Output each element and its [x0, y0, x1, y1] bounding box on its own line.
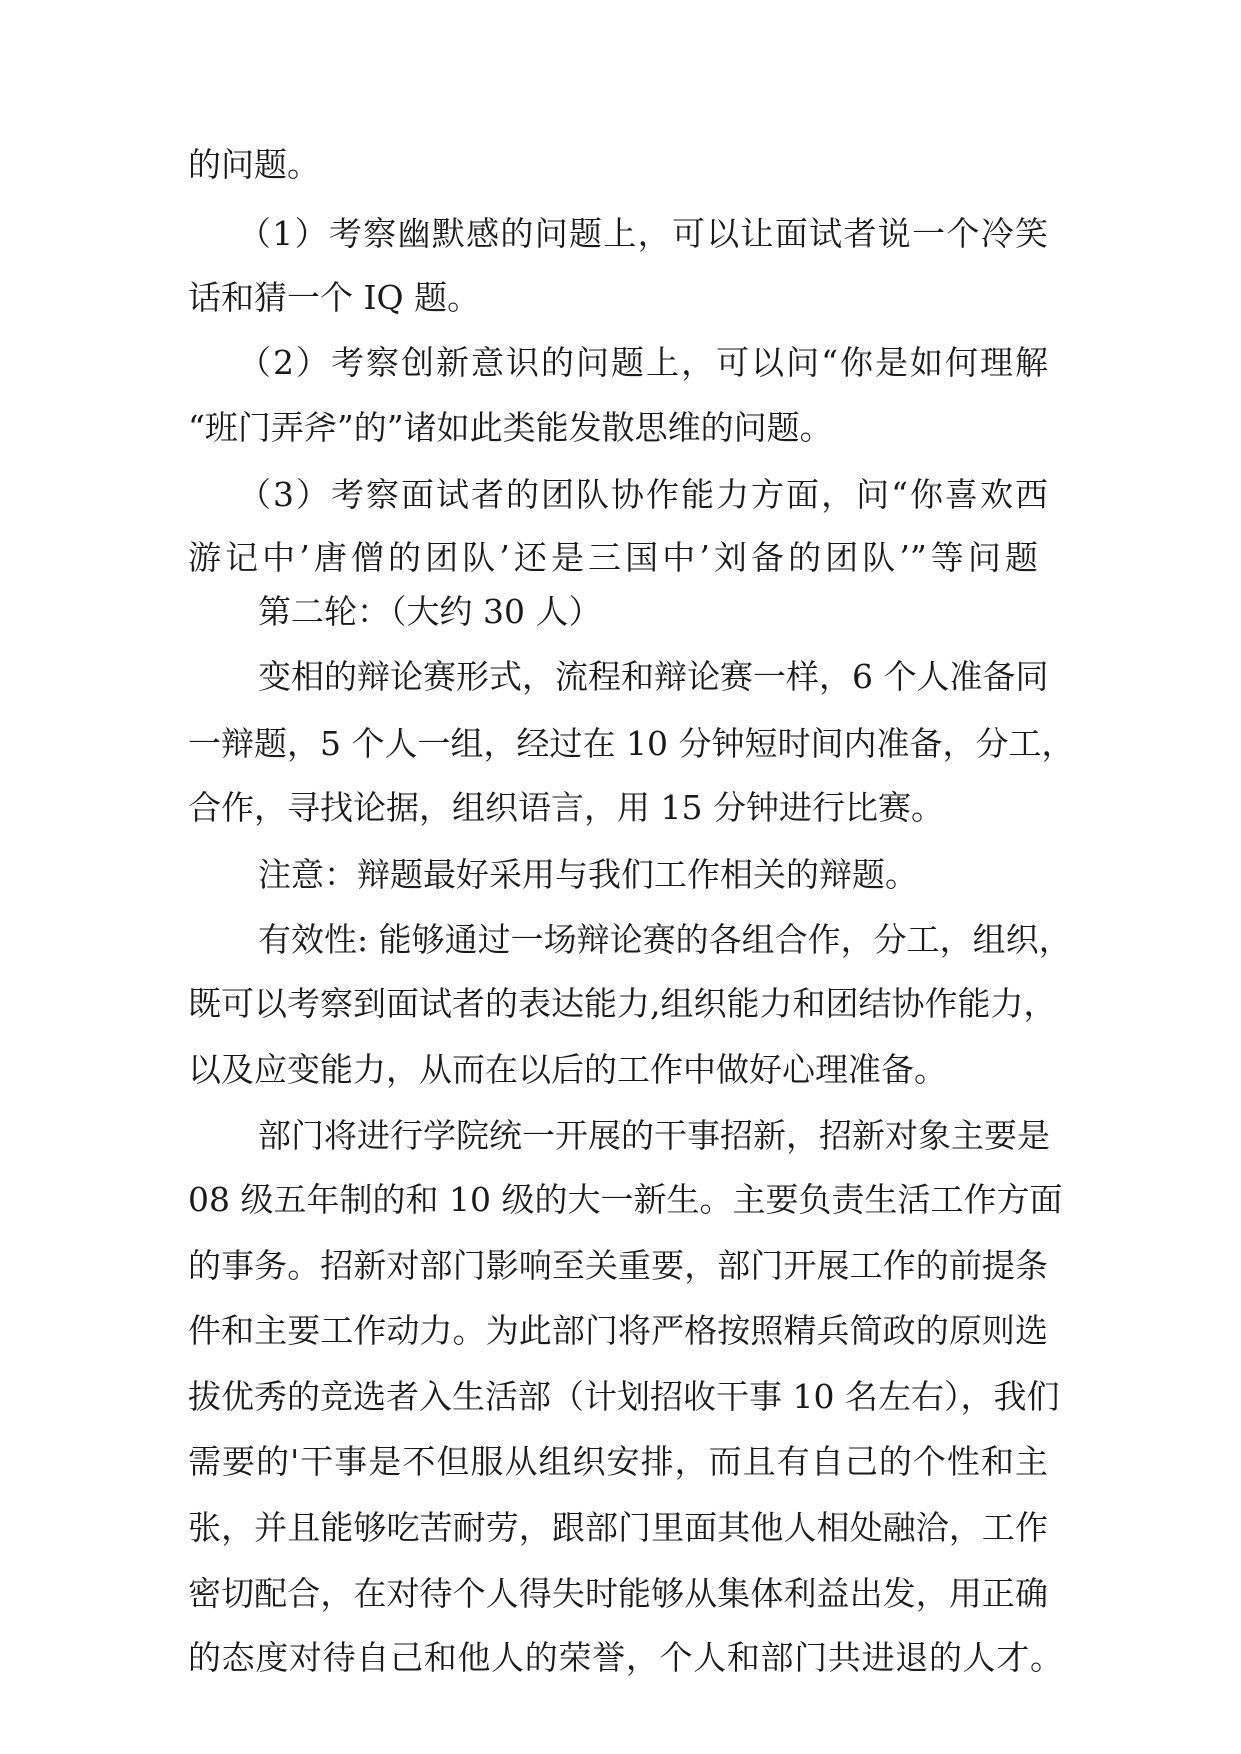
text-line: 合作，寻找论据，组织语言，用 15 分钟进行比赛。: [188, 788, 944, 827]
text-line: 话和猜一个 IQ 题。: [188, 278, 481, 317]
text-line: 部门将进行学院统一开展的干事招新，招新对象主要是: [258, 1116, 1050, 1155]
text-line: 的问题。: [188, 145, 320, 184]
text-line: 张，并且能够吃苦耐劳，跟部门里面其他人相处融洽，工作: [188, 1508, 1048, 1547]
text-line: 的事务。招新对部门影响至关重要，部门开展工作的前提条: [188, 1246, 1048, 1285]
text-line: 有效性: 能够通过一场辩论赛的各组合作，分工，组织，: [258, 920, 1072, 959]
text-line: 拔优秀的竞选者入生活部（计划招收干事 10 名左右），我们: [188, 1377, 1060, 1416]
text-line: 注意：辩题最好采用与我们工作相关的辩题。: [258, 855, 918, 894]
text-line: 第二轮：（大约 30 人）: [258, 592, 602, 631]
text-line: 需要的'干事是不但服从组织安排，而且有自己的个性和主: [188, 1442, 1048, 1481]
text-line: 以及应变能力，从而在以后的工作中做好心理准备。: [188, 1050, 947, 1089]
text-line: 密切配合，在对待个人得失时能够从集体利益出发，用正确: [188, 1574, 1048, 1613]
text-line: （2）考察创新意识的问题上，可以问“你是如何理解: [238, 343, 1048, 382]
text-line: 游记中’唐僧的团队’还是三国中’刘备的团队’”等问题: [188, 538, 1038, 577]
text-line: 的态度对待自己和他人的荣誉，个人和部门共进退的人才。: [188, 1638, 1063, 1677]
text-line: （1）考察幽默感的问题上，可以让面试者说一个冷笑: [238, 214, 1048, 253]
text-line: 08 级五年制的和 10 级的大一新生。主要负责生活工作方面: [188, 1180, 1063, 1219]
text-line: （3）考察面试者的团队协作能力方面，问“你喜欢西: [238, 475, 1048, 514]
text-line: 变相的辩论赛形式，流程和辩论赛一样，6 个人准备同: [258, 657, 1049, 696]
text-line: 一辩题，5 个人一组，经过在 10 分钟短时间内准备，分工，: [188, 724, 1075, 763]
text-line: 件和主要工作动力。为此部门将严格按照精兵简政的原则选: [188, 1311, 1048, 1350]
text-line: “班门弄斧”的”诸如此类能发散思维的问题。: [188, 408, 833, 447]
text-line: 既可以考察到面试者的表达能力,组织能力和团结协作能力，: [188, 984, 1057, 1023]
